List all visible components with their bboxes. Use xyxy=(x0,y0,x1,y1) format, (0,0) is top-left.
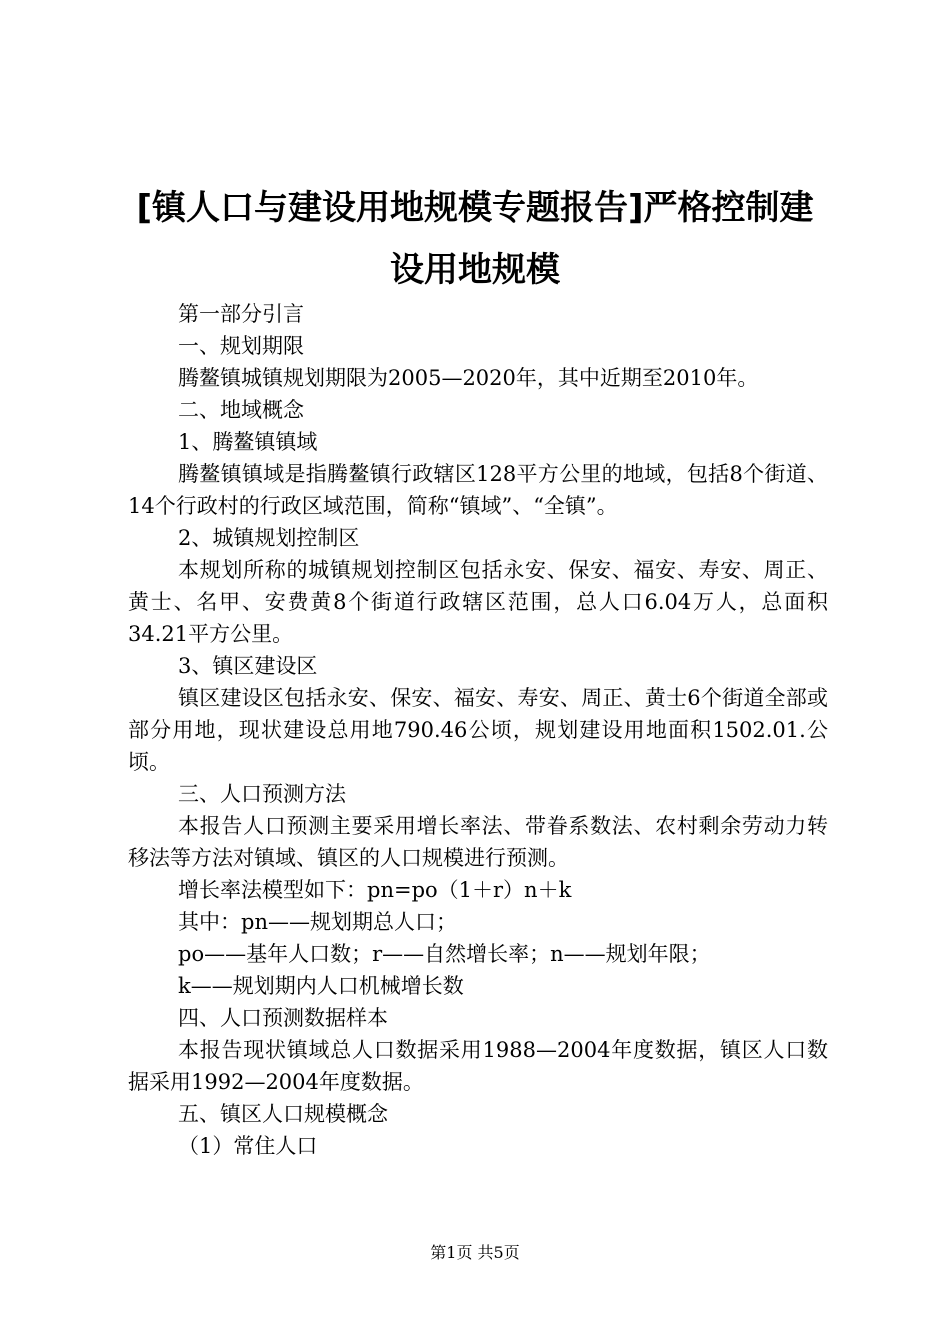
document-title-line-1: [镇人口与建设用地规模专题报告]严格控制建 xyxy=(136,188,814,228)
subheading-construction-area: 3、镇区建设区 xyxy=(178,654,318,678)
paragraph-town-area: 腾鳌镇镇域是指腾鳌镇行政辖区128平方公里的地域，包括8个街道、14个行政村的行政区域范围，简称“镇域”、“全镇”。 xyxy=(128,462,828,518)
section-heading-territory: 二、地域概念 xyxy=(178,398,304,422)
paragraph-planning-period: 腾鳌镇城镇规划期限为2005—2020年，其中近期至2010年。 xyxy=(178,366,759,390)
document-title-line-2: 设用地规模 xyxy=(390,250,560,290)
formula-definition-2: po——基年人口数；r——自然增长率；n——规划年限； xyxy=(178,942,711,966)
document-body xyxy=(128,298,828,1162)
subheading-control-area: 2、城镇规划控制区 xyxy=(178,526,360,550)
section-heading-population-concept: 五、镇区人口规模概念 xyxy=(178,1102,388,1126)
page-number-footer: 第1页 共5页 xyxy=(430,1243,520,1262)
formula-definition-1: 其中：pn——规划期总人口； xyxy=(178,910,457,934)
section-heading-data-sample: 四、人口预测数据样本 xyxy=(178,1006,388,1030)
paragraph-forecast-method: 本报告人口预测主要采用增长率法、带眷系数法、农村剩余劳动力转移法等方法对镇域、镇区的人口规模进行预测。 xyxy=(128,814,828,870)
formula-line: 增长率法模型如下：pn=po（1＋r）n＋k xyxy=(178,878,572,902)
section-heading-forecast-method: 三、人口预测方法 xyxy=(178,782,346,806)
section-heading-planning-period: 一、规划期限 xyxy=(178,334,304,358)
formula-definition-3: k——规划期内人口机械增长数 xyxy=(178,974,464,998)
subheading-resident-population: （1）常住人口 xyxy=(178,1134,318,1158)
paragraph-data-sample: 本报告现状镇域总人口数据采用1988—2004年度数据，镇区人口数据采用1992—2004年度数据。 xyxy=(128,1038,828,1094)
paragraph-control-area: 本规划所称的城镇规划控制区包括永安、保安、福安、寿安、周正、黄士、名甲、安费黄8个街道行政辖区范围，总人口6.04万人，总面积34.21平方公里。 xyxy=(128,558,828,646)
paragraph-construction-area: 镇区建设区包括永安、保安、福安、寿安、周正、黄士6个街道全部或部分用地，现状建设总用地790.46公顷，规划建设用地面积1502.01.公顷。 xyxy=(128,686,828,774)
section-heading-intro: 第一部分引言 xyxy=(178,302,304,326)
subheading-town-area: 1、腾鳌镇镇域 xyxy=(178,430,318,454)
